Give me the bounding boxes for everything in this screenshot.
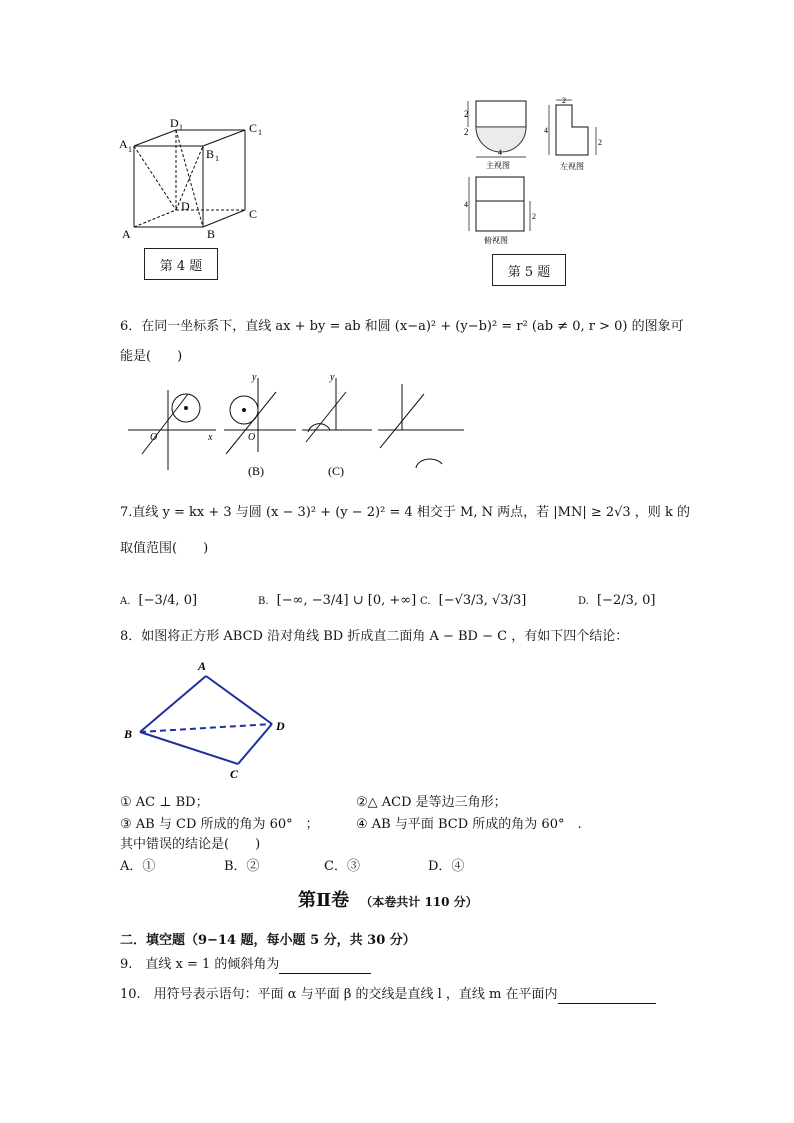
- q7-option-d: [578, 592, 655, 611]
- q8-conclusion-3: ③ AB 与 CD 所成的角为 60° ；: [120, 817, 319, 832]
- cube-diagram: [110, 112, 280, 244]
- label-c1: C: [249, 121, 258, 135]
- q8-figure: [120, 654, 300, 782]
- q9: [120, 956, 371, 974]
- q8-ask: 其中错误的结论是( ): [120, 837, 261, 852]
- dim-left-h: 4: [544, 126, 548, 135]
- q7-option-b-expr: [−∞, −3/4] ∪ [0, +∞]: [276, 593, 417, 608]
- figure-4-caption: [144, 248, 218, 280]
- q7-option-c-letter: C.: [420, 596, 431, 607]
- label-a1: A: [119, 137, 128, 151]
- graph-b-y: y: [252, 372, 257, 383]
- three-views-diagram: [460, 95, 620, 247]
- q9-text: 9. 直线 x = 1 的倾斜角为: [120, 957, 280, 972]
- q7-option-c: [420, 592, 526, 611]
- q6-line1: 6．在同一坐标系下，直线 ax + by = ab 和圆 (x−a)² + (y−b)² = r² (ab ≠ 0, r > 0) 的图象可: [120, 319, 684, 334]
- section2-heading: 二．填空题（9−14 题，每小题 5 分，共 30 分）: [120, 933, 416, 948]
- top-view-label: 俯视图: [484, 236, 508, 245]
- q10: [120, 986, 656, 1004]
- q8-label-a: A: [198, 659, 207, 673]
- q6-line2: 能是( ): [120, 349, 183, 364]
- left-view-label: 左视图: [560, 162, 584, 171]
- label-a: A: [122, 227, 131, 241]
- q7-option-d-expr: [−2/3, 0]: [596, 593, 656, 608]
- label-b: B: [207, 227, 216, 241]
- dim-top-r: 2: [532, 212, 536, 221]
- q10-answer-blank[interactable]: [558, 989, 656, 1004]
- graph-b-label: (B): [248, 464, 264, 478]
- label-c: C: [249, 207, 258, 221]
- folded-square-diagram: [120, 654, 300, 782]
- q7-option-b-letter: B.: [258, 596, 269, 607]
- q8-conclusion-4: ④ AB 与平面 BCD 所成的角为 60° .: [356, 817, 582, 832]
- q7-line1: 7.直线 y = kx + 3 与圆 (x − 3)² + (y − 2)² = 4 相交于 M, N 两点，若 |MN| ≥ 2√3 ，则 k 的: [120, 505, 690, 520]
- graph-a-origin: O: [150, 432, 158, 443]
- part2-header: [298, 886, 478, 912]
- q7-option-b: [258, 592, 416, 611]
- graph-b-origin: O: [248, 432, 256, 443]
- dim-front-a: 2: [464, 109, 469, 119]
- q8-conclusion-1: ① AC ⊥ BD；: [120, 795, 209, 810]
- q7-option-d-letter: D.: [578, 596, 589, 607]
- dim-front-b: 2: [464, 127, 469, 137]
- label-d1: D: [170, 116, 179, 130]
- q8-option-d: D．④: [428, 859, 465, 874]
- figure-5-caption: [492, 254, 566, 286]
- dim-front-w: 4: [498, 148, 502, 157]
- graph-c-y: y: [330, 372, 335, 383]
- q8-label-d: D: [276, 719, 285, 733]
- part2-title: 第Ⅱ卷: [298, 890, 350, 911]
- q8-label-b: B: [124, 727, 133, 741]
- front-view-label: 主视图: [486, 161, 510, 170]
- q7-option-a-letter: A.: [120, 596, 131, 607]
- q8-conclusion-2: ②△ ACD 是等边三角形；: [356, 795, 507, 810]
- label-d1-sub: 1: [179, 123, 183, 132]
- q6-graph-set: [124, 372, 470, 478]
- q7-option-a-expr: [−3/4, 0]: [138, 593, 198, 608]
- q9-answer-blank[interactable]: [279, 959, 371, 974]
- q8-line1: 8．如图将正方形 ABCD 沿对角线 BD 折成直二面角 A − BD − C ，有如下四个结论：: [120, 629, 629, 644]
- q8-option-a: A．①: [120, 859, 156, 874]
- label-b1-sub: 1: [215, 154, 219, 163]
- label-c1-sub: 1: [258, 128, 262, 137]
- q7-line2: 取值范围( ): [120, 541, 209, 556]
- figure-5: [460, 95, 620, 247]
- q8-label-c: C: [230, 767, 239, 781]
- q8-option-b: B．②: [224, 859, 260, 874]
- dim-left-top: 2: [562, 96, 566, 105]
- figure-4: [110, 112, 280, 244]
- part2-note: （本卷共计 110 分）: [360, 895, 478, 909]
- figure-5-caption-text: 第 5 题: [507, 264, 551, 280]
- q10-text: 10. 用符号表示语句：平面 α 与平面 β 的交线是直线 l ，直线 m 在平面内: [120, 987, 558, 1002]
- dim-top-h: 4: [464, 200, 468, 209]
- label-d: D: [181, 199, 190, 213]
- label-a1-sub: 1: [128, 145, 132, 154]
- q6-graphs: [124, 372, 470, 478]
- q8-option-c: C．③: [324, 859, 360, 874]
- label-b1: B: [206, 147, 215, 161]
- figure-4-caption-text: 第 4 题: [159, 258, 203, 274]
- q7-option-a: [120, 592, 197, 611]
- graph-c-label: (C): [328, 464, 344, 478]
- q7-option-c-expr: [−√3/3, √3/3]: [438, 593, 527, 608]
- dim-left-r: 2: [598, 138, 602, 147]
- graph-a-x: x: [208, 432, 213, 443]
